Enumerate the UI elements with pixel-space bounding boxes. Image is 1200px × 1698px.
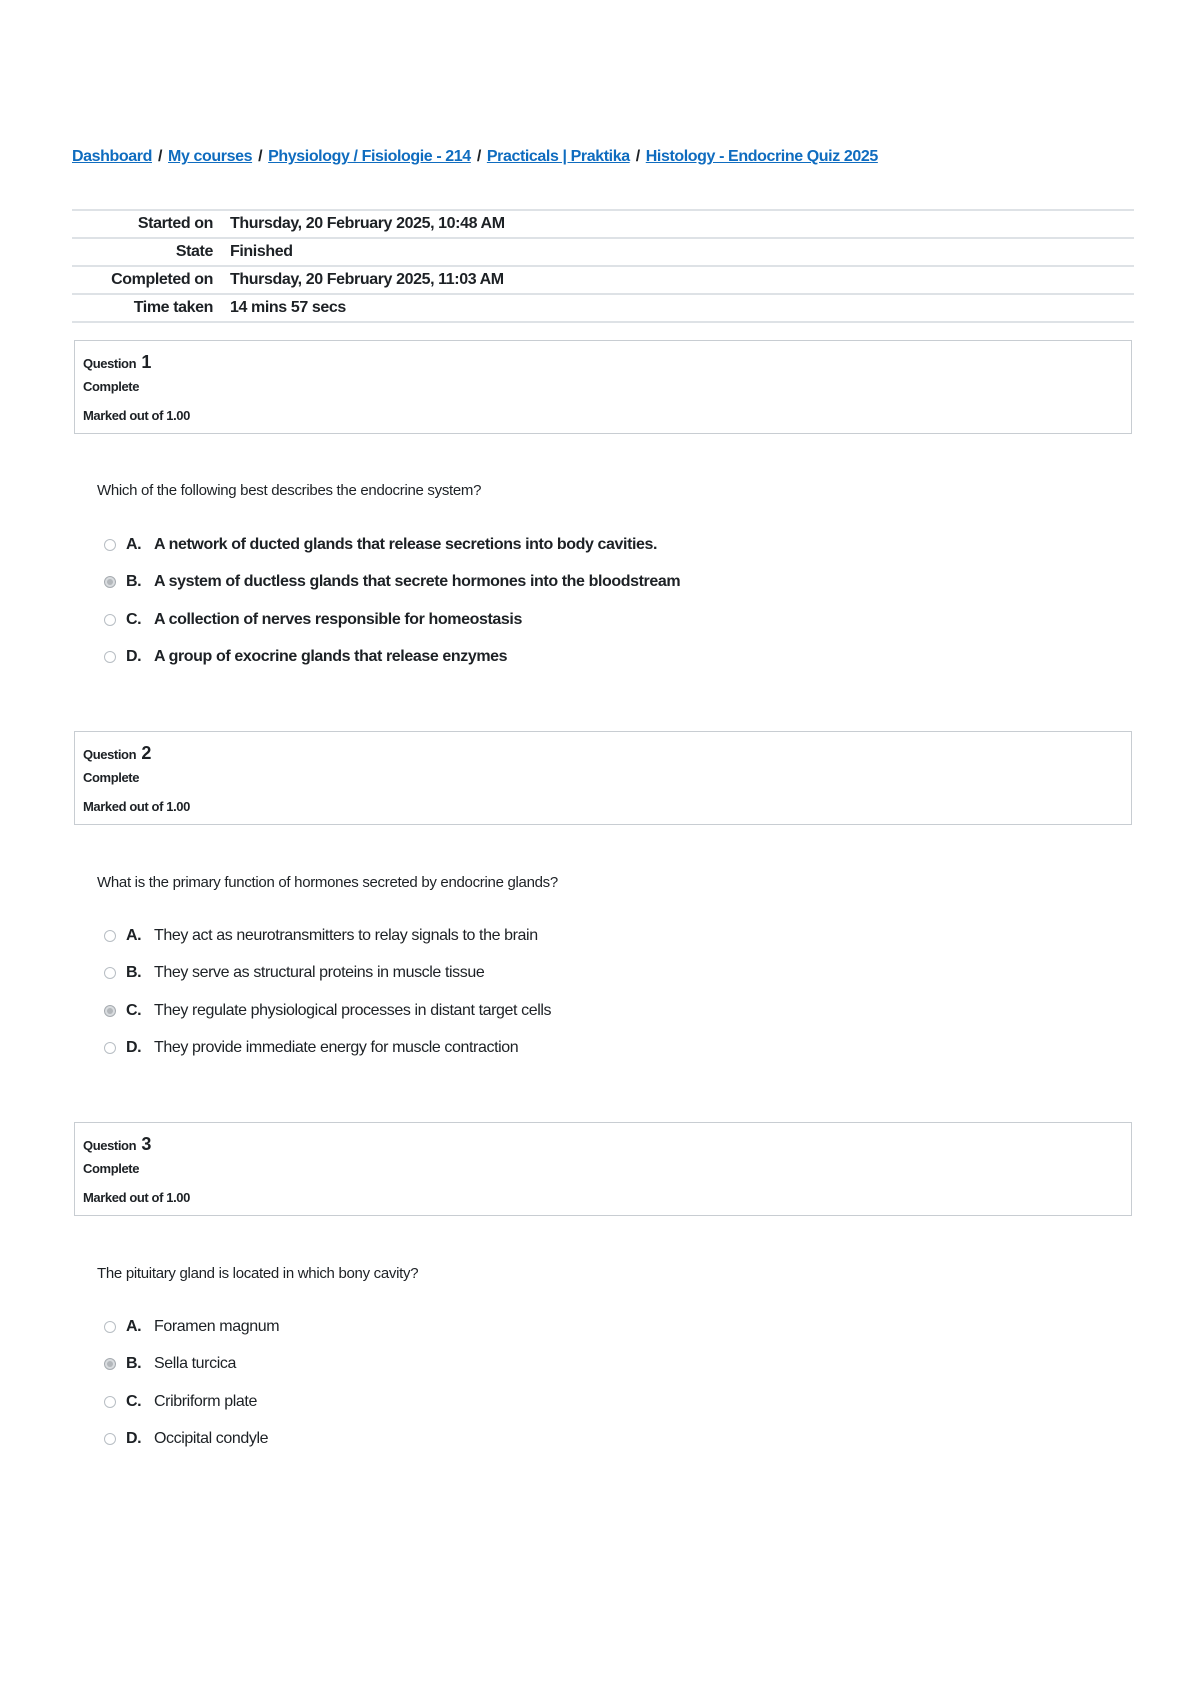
answer-letter: C. [126, 1001, 142, 1019]
breadcrumb-separator: / [157, 148, 163, 165]
answer-option[interactable] [104, 917, 551, 955]
breadcrumb-separator: / [258, 148, 263, 165]
answer-option[interactable] [104, 639, 680, 677]
breadcrumb-dashboard-link[interactable]: Dashboard [72, 148, 152, 165]
breadcrumb-separator: / [476, 148, 481, 165]
answer-letter: B. [126, 1355, 142, 1373]
question-number-value: 1 [141, 352, 151, 372]
breadcrumb-section-link[interactable]: Practicals | Praktika [486, 148, 630, 165]
answer-list-2 [104, 917, 551, 1067]
question-grade: Marked out of 1.00 [83, 408, 190, 423]
answer-letter: A. [126, 926, 142, 944]
question-number [83, 742, 1131, 764]
answer-text: Foramen magnum [154, 1317, 280, 1335]
breadcrumb-my-courses-link[interactable]: My courses [168, 148, 253, 165]
breadcrumb [72, 148, 878, 166]
radio-button-selected[interactable] [104, 1005, 116, 1017]
answer-option[interactable] [104, 1030, 551, 1068]
summary-label: Time taken [133, 299, 213, 316]
question-info-3 [74, 1122, 1132, 1216]
answer-option[interactable] [104, 955, 551, 993]
summary-value: Thursday, 20 February 2025, 10:48 AM [230, 215, 505, 232]
summary-label: Completed on [111, 271, 213, 288]
answer-option[interactable] [104, 1421, 279, 1459]
question-label: Question [83, 1138, 137, 1153]
summary-label: State [175, 243, 213, 260]
radio-button[interactable] [104, 1396, 116, 1408]
answer-option[interactable] [104, 1308, 279, 1346]
question-text-1: Which of the following best describes the endocrine system? [97, 482, 482, 499]
answer-letter: D. [126, 648, 142, 666]
question-state: Complete [83, 1161, 140, 1176]
question-label: Question [83, 356, 137, 371]
question-info-2 [74, 731, 1132, 825]
answer-letter: B. [126, 573, 142, 591]
summary-row-started-on [72, 211, 1134, 239]
question-number-value: 3 [141, 1134, 151, 1154]
answer-list-3 [104, 1308, 279, 1458]
summary-value: Thursday, 20 February 2025, 11:03 AM [230, 271, 504, 288]
question-number [83, 351, 1131, 373]
question-grade: Marked out of 1.00 [83, 799, 190, 814]
radio-button[interactable] [104, 651, 116, 663]
radio-button[interactable] [104, 1042, 116, 1054]
answer-letter: D. [126, 1430, 142, 1448]
attempt-summary-table [72, 209, 1134, 323]
answer-option[interactable] [104, 1346, 279, 1384]
radio-button[interactable] [104, 967, 116, 979]
question-label: Question [83, 747, 137, 762]
summary-label: Started on [137, 215, 213, 232]
question-text-3: The pituitary gland is located in which bony cavity? [97, 1265, 419, 1282]
radio-button[interactable] [104, 614, 116, 626]
radio-button-selected[interactable] [104, 1358, 116, 1370]
radio-button[interactable] [104, 1433, 116, 1445]
answer-text: They regulate physiological processes in distant target cells [154, 1001, 552, 1019]
summary-row-completed-on [72, 267, 1134, 295]
question-state: Complete [83, 770, 140, 785]
answer-text: A group of exocrine glands that release enzymes [154, 648, 508, 666]
summary-value: Finished [230, 243, 293, 260]
answer-letter: B. [126, 964, 142, 982]
answer-text: A collection of nerves responsible for homeostasis [154, 610, 522, 628]
answer-letter: A. [126, 535, 142, 553]
radio-button-selected[interactable] [104, 576, 116, 588]
breadcrumb-quiz-link[interactable]: Histology - Endocrine Quiz 2025 [645, 148, 878, 165]
question-state: Complete [83, 379, 140, 394]
answer-text: A system of ductless glands that secrete hormones into the bloodstream [154, 573, 681, 591]
breadcrumb-separator: / [635, 148, 640, 165]
answer-text: They provide immediate energy for muscle contraction [154, 1039, 519, 1057]
summary-row-state [72, 239, 1134, 267]
answer-text: A network of ducted glands that release secretions into body cavities. [154, 535, 658, 553]
answer-option[interactable] [104, 1383, 279, 1421]
summary-row-time-taken [72, 295, 1134, 323]
question-text-2: What is the primary function of hormones secreted by endocrine glands? [97, 874, 558, 891]
radio-button[interactable] [104, 539, 116, 551]
answer-list-1 [104, 526, 680, 676]
answer-text: Sella turcica [154, 1355, 236, 1373]
answer-text: They act as neurotransmitters to relay signals to the brain [154, 926, 538, 944]
answer-letter: C. [126, 610, 142, 628]
answer-text: Occipital condyle [154, 1430, 269, 1448]
answer-letter: A. [126, 1317, 142, 1335]
question-number-value: 2 [141, 743, 151, 763]
answer-option[interactable] [104, 601, 680, 639]
question-grade: Marked out of 1.00 [83, 1190, 190, 1205]
question-info-1 [74, 340, 1132, 434]
radio-button[interactable] [104, 930, 116, 942]
answer-text: Cribriform plate [154, 1392, 257, 1410]
answer-letter: D. [126, 1039, 142, 1057]
breadcrumb-course-link[interactable]: Physiology / Fisiologie - 214 [268, 148, 471, 165]
summary-value: 14 mins 57 secs [230, 299, 346, 316]
radio-button[interactable] [104, 1321, 116, 1333]
answer-letter: C. [126, 1392, 142, 1410]
answer-option[interactable] [104, 992, 551, 1030]
answer-text: They serve as structural proteins in muscle tissue [154, 964, 485, 982]
answer-option[interactable] [104, 564, 680, 602]
question-number [83, 1133, 1131, 1155]
answer-option[interactable] [104, 526, 680, 564]
